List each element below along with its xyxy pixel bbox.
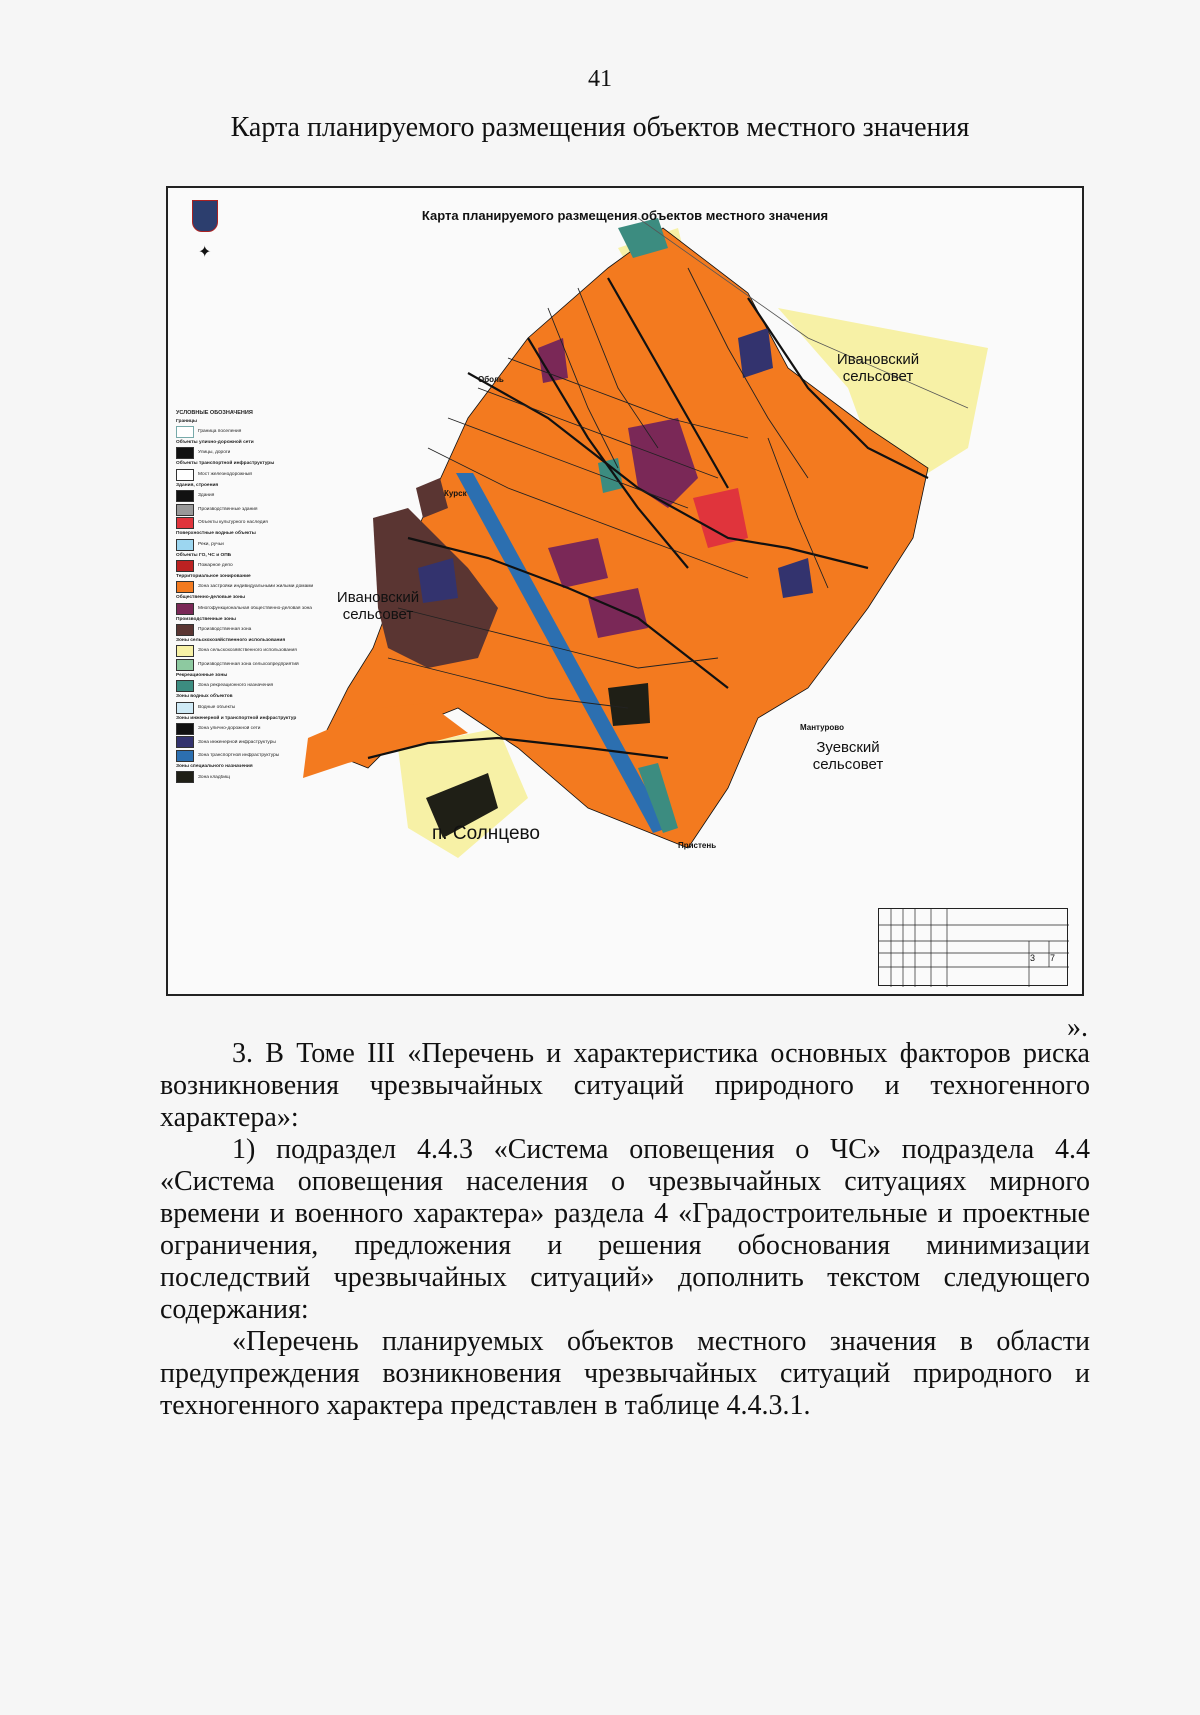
legend-head: Общественно-деловые зоны <box>176 595 246 601</box>
label-solntsevo: п. Солнцево <box>432 823 540 844</box>
label-pristen: Пристень <box>678 841 717 850</box>
closing-quote: ». <box>1067 1012 1088 1043</box>
legend-head: Территориальное зонирование <box>176 573 251 579</box>
coat-of-arms <box>192 200 218 232</box>
legend-head: Производственные зоны <box>176 616 237 622</box>
label-zuevsky: Зуевский сельсовет <box>812 739 884 773</box>
legend-title: УСЛОВНЫЕ ОБОЗНАЧЕНИЯ <box>176 410 253 416</box>
title-block-stamp <box>878 908 1068 986</box>
legend-head: Объекты улично-дорожной сети <box>176 439 254 445</box>
legend-row: Улицы, дороги <box>176 447 316 459</box>
legend-row: Здания <box>176 490 316 502</box>
stamp-sheets: 7 <box>1049 953 1055 963</box>
legend-head: Рекреационные зоны <box>176 672 228 678</box>
legend-head: Зоны сельскохозяйственного использования <box>176 637 286 643</box>
legend-row: Зона инженерной инфраструктуры <box>176 736 316 748</box>
legend-row: Зона транспортной инфраструктуры <box>176 750 316 762</box>
map-figure <box>166 186 1084 996</box>
label-ivanovsky-w: Ивановский сельсовет <box>336 589 420 623</box>
legend-row: Граница поселения <box>176 426 316 438</box>
legend-row: Зона кладбищ <box>176 771 316 783</box>
paragraph-2: 1) подраздел 4.4.3 «Система оповещения о ЧС» подраздела 4.4 «Система оповещения населения о чрезвычайных ситуациях мирного времени и военного характера» раздела 4 «Градостроительные и проектные ограничения, предложения и решения обоснования минимизации последствий чрезвычайных ситуаций» дополнить текстом следующего содержания: <box>160 1134 1090 1325</box>
body-text <box>160 1038 1090 1422</box>
legend-row: Реки, ручьи <box>176 539 316 551</box>
legend-head: Объекты ГО, ЧС и ОПБ <box>176 552 232 558</box>
stamp-grid <box>879 909 1069 987</box>
legend-head: Поверхностные водные объекты <box>176 531 256 537</box>
legend-head: Объекты транспортной инфраструктуры <box>176 461 275 467</box>
legend-head: Зоны специального назначения <box>176 764 253 770</box>
legend-row: Многофункциональная общественно-деловая зона <box>176 603 316 615</box>
legend-head: Зоны водных объектов <box>176 694 233 700</box>
map-legend <box>176 410 316 785</box>
legend-row: Водные объекты <box>176 702 316 714</box>
cemetery-zone <box>608 683 650 726</box>
legend-row: Пожарное депо <box>176 560 316 572</box>
legend-row: Объекты культурного наследия <box>176 517 316 529</box>
paragraph-3: «Перечень планируемых объектов местного значения в области предупреждения возникновения чрезвычайных ситуаций природного и техногенного характера представлен в таблице 4.4.3.1. <box>160 1326 1090 1421</box>
legend-row: Мост железнодорожный <box>176 469 316 481</box>
page-title: Карта планируемого размещения объектов местного значения <box>230 112 970 143</box>
legend-row: Производственная зона сельхозпредприятий <box>176 659 316 671</box>
map-heading: Карта планируемого размещения объектов местного значения <box>421 208 829 223</box>
label-ivanovsky-ne: Ивановский сельсовет <box>836 351 920 385</box>
label-mantur: Мантурово <box>800 723 844 732</box>
legend-row: Зона рекреационного назначения <box>176 680 316 692</box>
label-obolt: Оболь <box>478 375 504 384</box>
compass-icon: ✦ <box>198 242 212 261</box>
stamp-sheet: 3 <box>1029 953 1035 963</box>
page-number: 41 <box>588 66 612 92</box>
label-kursk: Курск <box>444 489 467 498</box>
legend-row: Зона улично-дорожной сети <box>176 723 316 735</box>
legend-row: Зона сельскохозяйственного использования <box>176 645 316 657</box>
paragraph-1: 3. В Томе III «Перечень и характеристика основных факторов риска возникновения чрезвычайных ситуаций природного и техногенного характера»: <box>160 1038 1090 1133</box>
legend-head: Зоны инженерной и транспортной инфраструктур <box>176 715 297 721</box>
legend-head: Границы <box>176 418 198 424</box>
legend-row: Производственная зона <box>176 624 316 636</box>
legend-row: Зона застройки индивидуальными жилыми домами <box>176 581 316 593</box>
legend-row: Производственные здания <box>176 504 316 516</box>
legend-head: Здания, строения <box>176 482 219 488</box>
